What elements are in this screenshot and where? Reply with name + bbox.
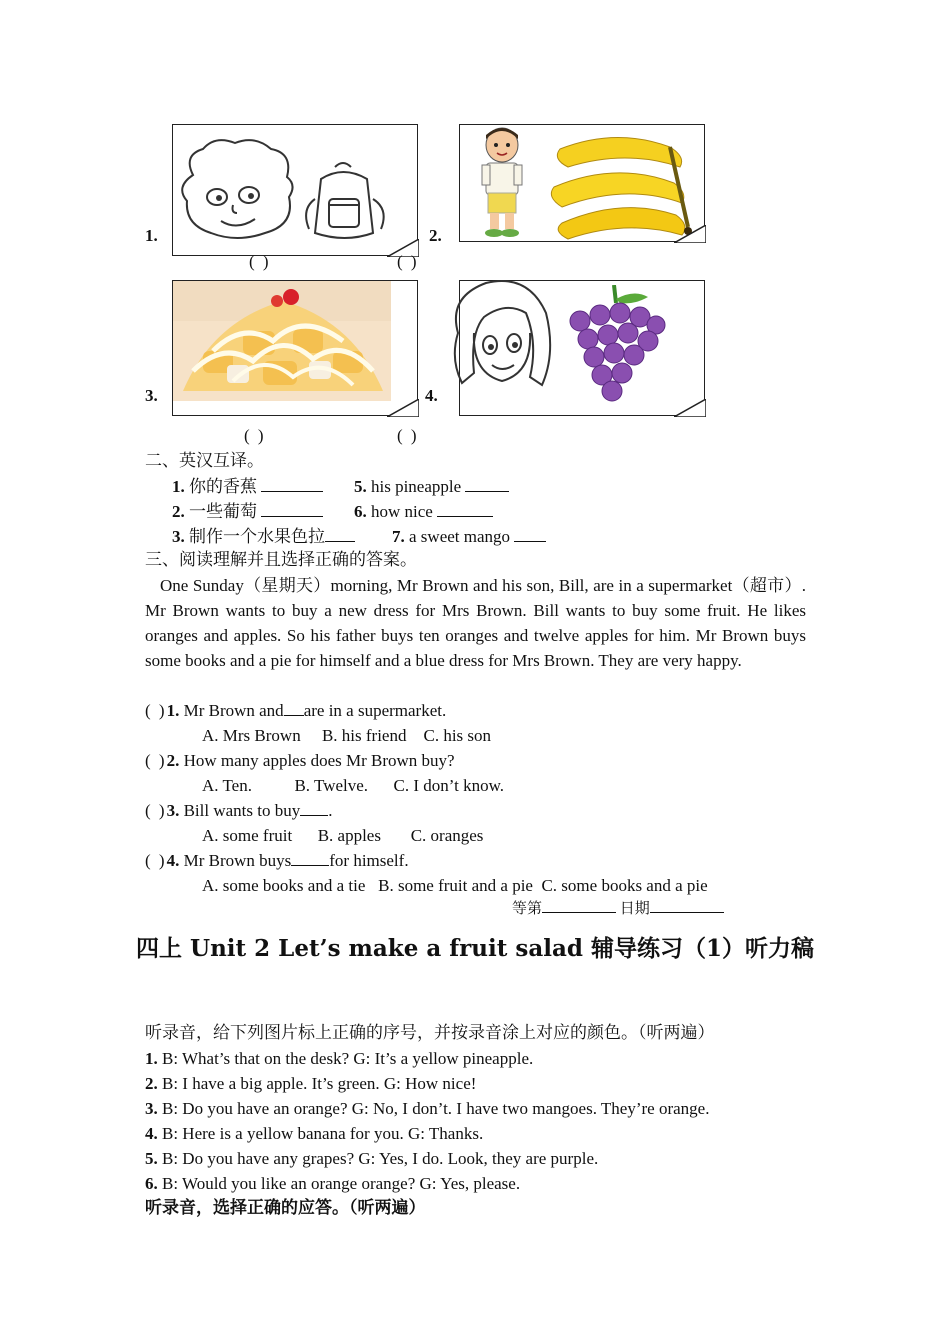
question-4: ( )4. Mr Brown buys for himself.: [145, 851, 409, 870]
listening-instruction-2: 听录音，选择正确的应答。（听两遍）: [145, 1198, 426, 1218]
listening-line-5: 5. B: Do you have any grapes? G: Yes, I do. Look, they are purple.: [145, 1149, 599, 1168]
option-a[interactable]: A. Ten.: [202, 776, 252, 795]
picture-card-4: [459, 280, 705, 416]
option-a[interactable]: A. some fruit: [202, 826, 293, 845]
option-b[interactable]: B. his friend: [321, 726, 407, 745]
boy-figure-icon: [474, 127, 530, 239]
date-blank[interactable]: [650, 898, 724, 913]
option-c[interactable]: C. his son: [423, 726, 492, 745]
translation-item-6: 6. how nice: [354, 499, 493, 524]
page-curl-icon: [674, 399, 706, 417]
backpack-icon: [301, 159, 391, 243]
translation-item-3: 3. 制作一个水果色拉: [172, 524, 355, 550]
answer-blank[interactable]: [291, 849, 329, 866]
picture-number-4: 4.: [425, 386, 438, 405]
page-curl-icon: [387, 399, 419, 417]
answer-paren[interactable]: ( ): [145, 751, 167, 770]
question-2-options: [202, 773, 504, 798]
option-a[interactable]: A. Mrs Brown: [202, 726, 301, 745]
option-c[interactable]: C. some books and a pie: [541, 876, 708, 895]
picture-number-3: 3.: [145, 386, 158, 405]
section-3-heading: 三、阅读理解并且选择正确的答案。: [145, 550, 417, 570]
answer-blank[interactable]: [514, 525, 546, 542]
translation-item-2: 2. 一些葡萄: [172, 499, 323, 525]
picture-number-1: 1.: [145, 226, 158, 245]
answer-blank[interactable]: [325, 525, 355, 542]
translation-item-1: 1. 你的香蕉: [172, 474, 323, 500]
page-title: 四上 Unit 2 Let’s make a fruit salad 辅导练习（1）听力稿: [136, 935, 814, 962]
answer-blank[interactable]: [261, 500, 323, 517]
answer-blank[interactable]: [261, 475, 323, 492]
boy-face-icon: [175, 135, 301, 243]
picture-number-2: 2.: [429, 226, 442, 245]
grapes-icon: [564, 285, 668, 403]
question-4-options: [202, 873, 708, 898]
answer-blank[interactable]: [284, 699, 304, 716]
fruit-salad-icon: [173, 281, 391, 401]
question-1: ( )1. Mr Brown and are in a supermarket.: [145, 701, 447, 720]
answer-paren-4[interactable]: ( ): [397, 426, 419, 445]
question-2: ( )2. How many apples does Mr Brown buy?: [145, 751, 455, 770]
question-3-options: [202, 823, 483, 848]
picture-card-3: [172, 280, 418, 416]
translation-item-7: 7. a sweet mango: [392, 524, 546, 549]
page-curl-icon: [674, 225, 706, 243]
question-3: ( )3. Bill wants to buy .: [145, 801, 333, 820]
option-c[interactable]: C. oranges: [410, 826, 484, 845]
answer-paren-2[interactable]: ( ): [397, 252, 419, 271]
option-a[interactable]: A. some books and a tie: [202, 876, 366, 895]
listening-line-6: 6. B: Would you like an orange orange? G: Yes, please.: [145, 1174, 521, 1193]
reading-passage: One Sunday（星期天）morning, Mr Brown and his son, Bill, are in a supermarket（超市）. Mr Brown wants to buy a new dress for Mrs Brown. Bill wants to buy some fruit. He likes oranges and apples. So his father buys ten oranges and twelve apples for him. Mr Brown buys some books and a pie for himself and a blue dress for Mrs Brown. They are very happy.: [145, 576, 806, 670]
option-b[interactable]: B. some fruit and a pie: [378, 876, 533, 895]
listening-line-2: 2. B: I have a big apple. It’s green. G: How nice!: [145, 1074, 477, 1093]
answer-paren[interactable]: ( ): [145, 851, 167, 870]
picture-card-1: [172, 124, 418, 256]
grade-date-footer: [512, 898, 724, 919]
girl-face-icon: [446, 273, 556, 397]
answer-paren[interactable]: ( ): [145, 701, 167, 720]
banana-icon: [546, 127, 692, 241]
answer-blank[interactable]: [465, 475, 509, 492]
listening-instruction: 听录音，给下列图片标上正确的序号，并按录音涂上对应的颜色。（听两遍）: [145, 1023, 715, 1043]
answer-blank[interactable]: [300, 799, 328, 816]
listening-line-3: 3. B: Do you have an orange? G: No, I don’t. I have two mangoes. They’re orange.: [145, 1099, 710, 1118]
date-label: 日期: [619, 899, 650, 917]
answer-blank[interactable]: [437, 500, 493, 517]
grade-label: 等第: [512, 899, 543, 917]
answer-paren-1[interactable]: ( ): [249, 252, 271, 271]
translation-item-5: 5. his pineapple: [354, 474, 509, 499]
listening-line-4: 4. B: Here is a yellow banana for you. G: Thanks.: [145, 1124, 484, 1143]
grade-blank[interactable]: [542, 898, 616, 913]
question-1-options: [202, 723, 491, 748]
listening-line-1: 1. B: What’s that on the desk? G: It’s a yellow pineapple.: [145, 1049, 534, 1068]
section-2-heading: 二、英汉互译。: [145, 451, 264, 471]
option-b[interactable]: B. Twelve.: [294, 776, 369, 795]
picture-card-2: [459, 124, 705, 242]
answer-paren-3[interactable]: ( ): [244, 426, 266, 445]
option-b[interactable]: B. apples: [317, 826, 381, 845]
option-c[interactable]: C. I don’t know.: [393, 776, 505, 795]
answer-paren[interactable]: ( ): [145, 801, 167, 820]
